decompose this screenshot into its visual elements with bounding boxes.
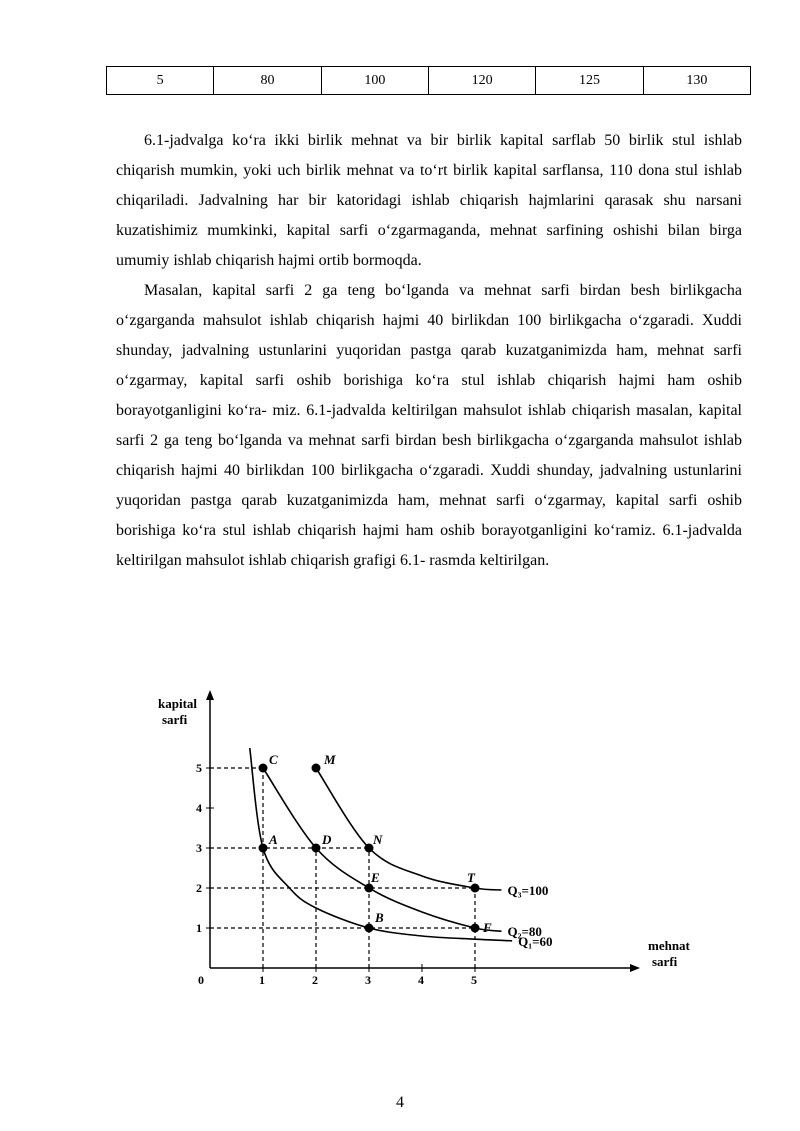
x-axis-label: sarfi bbox=[652, 954, 678, 969]
x-tick-label: 3 bbox=[365, 973, 371, 987]
point-D bbox=[312, 844, 321, 853]
series-label: Q₃=100 bbox=[507, 883, 549, 898]
paragraph: 6.1-jadvalga ko‘ra ikki birlik mehnat va bir birlik kapital sarflab 50 birlik stul ishlab chiqarish mumkin, yoki uch birlik mehnat va to‘rt birlik kapital sarflansa, 110 dona stul ishlab chiqariladi. Jadvalning har bir katoridagi ishlab chiqarish hajmlarini qarasak shu narsani kuzatishimiz mumkinki, kapital sarfi o‘zgarmaganda, mehnat sarfining oshishi bilan birga umumiy ishlab chiqarish hajmi ortib bormoqda. bbox=[116, 132, 742, 269]
series-label: Q₂=80 bbox=[507, 924, 542, 940]
table-cell: 120 bbox=[428, 67, 535, 95]
y-axis-label: kapital bbox=[158, 696, 198, 711]
point-F bbox=[471, 924, 480, 933]
point-label: A bbox=[269, 832, 278, 847]
table-cell: 100 bbox=[321, 67, 428, 95]
point-label: T bbox=[467, 870, 475, 885]
table-cell: 130 bbox=[643, 67, 750, 95]
data-table bbox=[106, 66, 751, 95]
point-label: C bbox=[269, 752, 278, 767]
x-axis-arrow bbox=[630, 964, 640, 972]
point-label: E bbox=[371, 870, 380, 885]
y-tick-label: 4 bbox=[196, 801, 202, 815]
y-tick-label: 3 bbox=[196, 841, 202, 855]
series-label: Q₁=60 bbox=[518, 933, 553, 949]
table-cell: 80 bbox=[214, 67, 321, 95]
point-label: N bbox=[373, 832, 383, 847]
y-axis-arrow bbox=[206, 690, 214, 700]
y-axis-label: sarfi bbox=[162, 712, 188, 727]
x-axis-label: mehnat bbox=[648, 938, 690, 953]
point-label: F bbox=[483, 920, 492, 935]
isoquant-figure bbox=[150, 688, 710, 988]
y-tick-label: 1 bbox=[196, 921, 202, 935]
x-tick-label: 5 bbox=[471, 973, 477, 987]
paragraph: Masalan, kapital sarfi 2 ga teng bo‘lganda va mehnat sarfi birdan besh birlikgacha o‘zgarganda mahsulot ishlab chiqarish hajmi 40 birlikdan 100 birlikgacha o‘zgaradi. Xuddi shunday, jadvalning ustunlarini yuqoridan pastga qarab kuzatganimizda ham, mehnat sarfi o‘zgarmay, kapital sarfi oshib borishiga ko‘ra stul ishlab chiqarish hajmi ham oshib borayotganligini ko‘ra- miz. 6.1-jadvalda keltirilgan mahsulot ishlab chiqarish masalan, kapital sarfi 2 ga teng bo‘lganda va mehnat sarfi birdan besh birlikgacha o‘zgarganda mahsulot ishlab chiqarish hajmi 40 birlikdan 100 birlikgacha o‘zgaradi. Xuddi shunday, jadvalning ustunlarini yuqoridan pastga qarab kuzatganimizda ham, mehnat sarfi o‘zgarmay, kapital sarfi oshib borishiga ko‘ra stul ishlab chiqarish hajmi ham oshib borayotganligini ko‘ramiz. 6.1-jadvalda keltirilgan mahsulot ishlab chiqarish grafigi 6.1- rasmda keltirilgan. bbox=[116, 282, 742, 569]
point-A bbox=[259, 844, 268, 853]
page-number: 4 bbox=[396, 1094, 404, 1111]
y-tick-label: 2 bbox=[196, 881, 202, 895]
y-tick-label: 5 bbox=[196, 761, 202, 775]
point-B bbox=[365, 924, 374, 933]
x-tick-label: 1 bbox=[259, 973, 265, 987]
point-C bbox=[259, 764, 268, 773]
point-label: M bbox=[324, 752, 336, 767]
x-tick-label: 0 bbox=[198, 973, 204, 987]
x-tick-label: 4 bbox=[418, 973, 424, 987]
point-label: D bbox=[322, 832, 332, 847]
isoquant-line-2 bbox=[263, 768, 502, 931]
table-row bbox=[107, 67, 751, 95]
isoquant-chart bbox=[150, 688, 710, 988]
table-cell: 125 bbox=[536, 67, 643, 95]
table-cell: 5 bbox=[107, 67, 214, 95]
x-tick-label: 2 bbox=[312, 973, 318, 987]
body-text bbox=[116, 126, 742, 576]
point-M bbox=[312, 764, 321, 773]
point-label: B bbox=[375, 910, 384, 925]
